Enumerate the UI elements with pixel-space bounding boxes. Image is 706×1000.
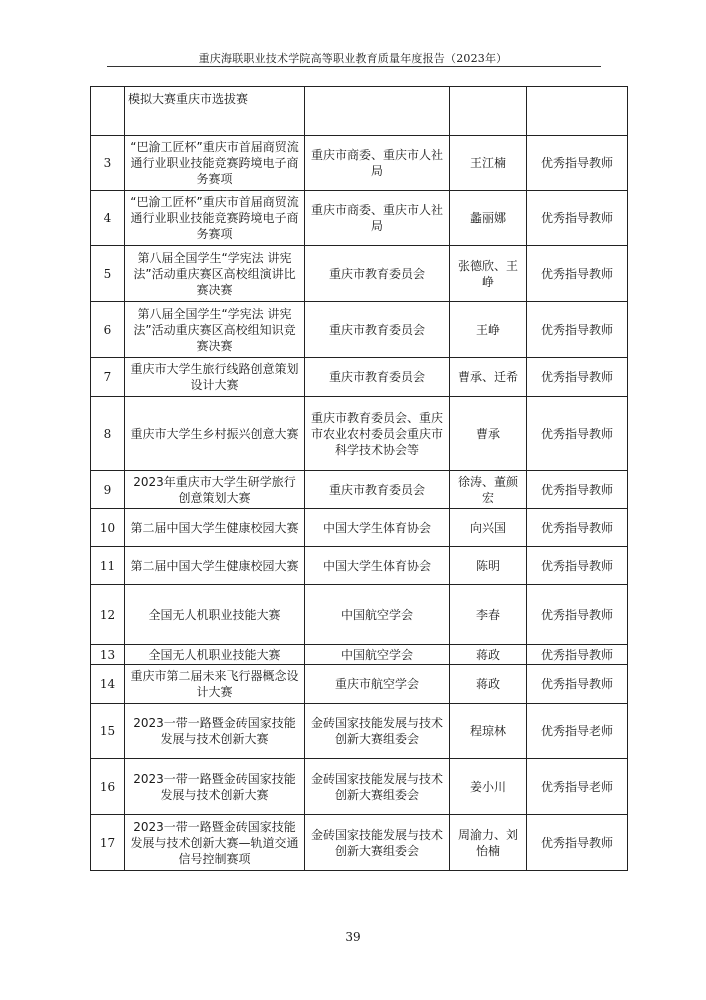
table-row	[91, 246, 628, 302]
winner-name: 蒋政	[450, 665, 527, 704]
row-number: 16	[91, 759, 125, 815]
competition-name: 重庆市大学生旅行线路创意策划设计大赛	[125, 358, 305, 397]
winner-name: 曹承、迁希	[450, 358, 527, 397]
winner-name: 徐涛、董颜宏	[450, 471, 527, 509]
organizer: 重庆市教育委员会	[305, 471, 450, 509]
table-row	[91, 471, 628, 509]
winner-name: 李春	[450, 585, 527, 645]
winner-name: 张德欣、王峥	[450, 246, 527, 302]
award-title: 优秀指导教师	[527, 471, 628, 509]
row-number: 4	[91, 191, 125, 246]
organizer: 重庆市教育委员会、重庆市农业农村委员会重庆市科学技术协会等	[305, 397, 450, 471]
row-number: 3	[91, 136, 125, 191]
winner-name: 曹承	[450, 397, 527, 471]
table-row	[91, 759, 628, 815]
awards-table-body	[91, 87, 628, 871]
competition-name: 第二届中国大学生健康校园大赛	[125, 509, 305, 547]
row-number: 7	[91, 358, 125, 397]
organizer: 中国大学生体育协会	[305, 547, 450, 585]
award-title: 优秀指导教师	[527, 302, 628, 358]
award-title: 优秀指导教师	[527, 136, 628, 191]
competition-name: “巴渝工匠杯”重庆市首届商贸流通行业职业技能竞赛跨境电子商务赛项	[125, 191, 305, 246]
table-row-continued	[91, 87, 628, 136]
awards-table	[90, 86, 628, 871]
page-header: 重庆海联职业技术学院高等职业教育质量年度报告（2023年）	[198, 52, 508, 65]
competition-name: 重庆市大学生乡村振兴创意大赛	[125, 397, 305, 471]
organizer	[305, 87, 450, 136]
organizer: 中国航空学会	[305, 585, 450, 645]
row-number: 15	[91, 704, 125, 759]
organizer: 金砖国家技能发展与技术创新大赛组委会	[305, 815, 450, 871]
organizer: 金砖国家技能发展与技术创新大赛组委会	[305, 704, 450, 759]
winner-name: 周渝力、刘怡楠	[450, 815, 527, 871]
table-row	[91, 704, 628, 759]
row-number: 10	[91, 509, 125, 547]
row-number	[91, 87, 125, 136]
competition-name: 全国无人机职业技能大赛	[125, 585, 305, 645]
table-row	[91, 509, 628, 547]
award-title: 优秀指导教师	[527, 246, 628, 302]
award-title: 优秀指导教师	[527, 358, 628, 397]
organizer: 金砖国家技能发展与技术创新大赛组委会	[305, 759, 450, 815]
row-number: 17	[91, 815, 125, 871]
table-row	[91, 302, 628, 358]
competition-name: 第二届中国大学生健康校园大赛	[125, 547, 305, 585]
winner-name: 姜小川	[450, 759, 527, 815]
organizer: 中国大学生体育协会	[305, 509, 450, 547]
table-row	[91, 645, 628, 665]
award-title: 优秀指导老师	[527, 704, 628, 759]
winner-name: 蒋政	[450, 645, 527, 665]
award-title: 优秀指导教师	[527, 547, 628, 585]
organizer: 重庆市教育委员会	[305, 302, 450, 358]
competition-name: 重庆市第二届未来飞行器概念设计大赛	[125, 665, 305, 704]
row-number: 9	[91, 471, 125, 509]
winner-name: 程琼林	[450, 704, 527, 759]
winner-name: 王峥	[450, 302, 527, 358]
organizer: 重庆市商委、重庆市人社局	[305, 191, 450, 246]
table-row	[91, 397, 628, 471]
organizer: 重庆市商委、重庆市人社局	[305, 136, 450, 191]
row-number: 6	[91, 302, 125, 358]
competition-name: “巴渝工匠杯”重庆市首届商贸流通行业职业技能竞赛跨境电子商务赛项	[125, 136, 305, 191]
competition-name: 第八届全国学生“学宪法 讲宪法”活动重庆赛区高校组知识竞赛决赛	[125, 302, 305, 358]
row-number: 13	[91, 645, 125, 665]
table-row	[91, 585, 628, 645]
table-row	[91, 547, 628, 585]
competition-name: 2023一带一路暨金砖国家技能发展与技术创新大赛	[125, 759, 305, 815]
competition-name: 全国无人机职业技能大赛	[125, 645, 305, 665]
organizer: 重庆市教育委员会	[305, 358, 450, 397]
row-number: 12	[91, 585, 125, 645]
winner-name: 王江楠	[450, 136, 527, 191]
winner-name: 蠡丽娜	[450, 191, 527, 246]
header-divider	[107, 66, 601, 67]
organizer: 重庆市教育委员会	[305, 246, 450, 302]
competition-name: 2023一带一路暨金砖国家技能发展与技术创新大赛	[125, 704, 305, 759]
organizer: 中国航空学会	[305, 645, 450, 665]
winner-name: 陈明	[450, 547, 527, 585]
winner-name	[450, 87, 527, 136]
competition-name: 模拟大赛重庆市选拔赛	[125, 87, 305, 136]
award-title: 优秀指导教师	[527, 191, 628, 246]
row-number: 14	[91, 665, 125, 704]
award-title: 优秀指导教师	[527, 397, 628, 471]
table-row	[91, 358, 628, 397]
award-title: 优秀指导教师	[527, 645, 628, 665]
award-title: 优秀指导教师	[527, 665, 628, 704]
award-title: 优秀指导老师	[527, 759, 628, 815]
table-row	[91, 815, 628, 871]
row-number: 11	[91, 547, 125, 585]
page-number: 39	[345, 930, 361, 944]
row-number: 8	[91, 397, 125, 471]
award-title: 优秀指导教师	[527, 815, 628, 871]
competition-name: 2023一带一路暨金砖国家技能发展与技术创新大赛—轨道交通信号控制赛项	[125, 815, 305, 871]
table-row	[91, 136, 628, 191]
award-title: 优秀指导教师	[527, 585, 628, 645]
competition-name: 第八届全国学生“学宪法 讲宪法”活动重庆赛区高校组演讲比赛决赛	[125, 246, 305, 302]
row-number: 5	[91, 246, 125, 302]
organizer: 重庆市航空学会	[305, 665, 450, 704]
table-row	[91, 191, 628, 246]
winner-name: 向兴国	[450, 509, 527, 547]
award-title	[527, 87, 628, 136]
table-row	[91, 665, 628, 704]
award-title: 优秀指导教师	[527, 509, 628, 547]
competition-name: 2023年重庆市大学生研学旅行创意策划大赛	[125, 471, 305, 509]
